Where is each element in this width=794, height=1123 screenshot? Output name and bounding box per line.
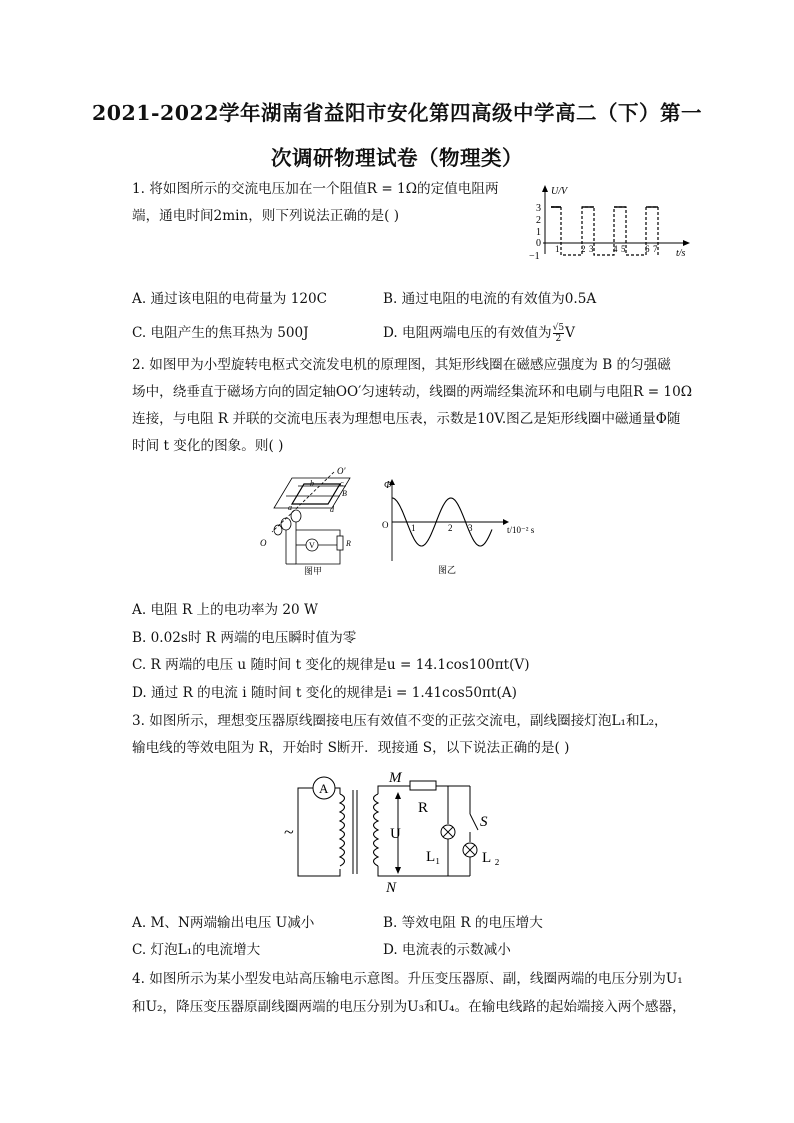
q3-option-d[interactable]: D. 电流表的示数减小	[383, 942, 511, 958]
q1-ytick: 3	[536, 203, 541, 214]
q3-label-L1: L₁	[426, 849, 441, 865]
q2-flux-tick: 3	[468, 523, 473, 533]
q1-square-wave	[551, 207, 658, 255]
q3-primary-coil	[340, 794, 345, 866]
q2-slip-ring	[291, 510, 301, 522]
q2-flux-origin: O	[382, 520, 389, 530]
q3-label-S: S	[480, 814, 488, 830]
q2-label-V: V	[309, 541, 315, 550]
q1-xtick: 2	[581, 244, 586, 254]
q1-option-d-denominator: 2	[555, 334, 562, 344]
q3-resistor	[410, 781, 436, 790]
q1-xtick: 4	[613, 244, 618, 254]
q4-stem-line-2: 和U₂，降压变压器原副线圈两端的电压分别为U₃和U₄。在输电线路的起始端接入两个感器，	[132, 999, 686, 1015]
q1-option-a[interactable]: A. 通过该电阻的电荷量为 120C	[132, 291, 328, 307]
q1-ytick: 2	[536, 215, 541, 226]
q1-voltage-graph	[525, 182, 700, 262]
q1-xtick: 3	[589, 244, 594, 254]
q3-label-M: M	[389, 770, 402, 786]
q2-figure-b-caption: 图乙	[438, 565, 457, 575]
q1-xtick: 5	[621, 244, 626, 254]
q1-option-b[interactable]: B. 通过电阻的电流的有效值为0.5A	[383, 291, 597, 307]
q1-option-d[interactable]	[383, 323, 575, 344]
q1-ytick: −1	[529, 251, 540, 262]
q1-ytick: 0	[536, 238, 541, 249]
q3-stem-line-1: 3. 如图所示，理想变压器原线圈接电压有效值不变的正弦交流电，副线圈接灯泡L₁和L₂，	[132, 713, 668, 729]
q1-xtick: 7	[653, 244, 658, 254]
q3-transformer-circuit	[280, 766, 520, 896]
q2-flux-graph	[380, 476, 535, 576]
q2-stem-line-2: 场中，绕垂直于磁场方向的固定轴OO′匀速转动，线圈的两端经集流环和电刷与电阻R = 10Ω	[132, 384, 692, 400]
q2-flux-ylabel: Φ	[384, 480, 392, 491]
q2-label-B: B	[342, 489, 347, 498]
q3-label-U: U	[390, 826, 401, 842]
q2-label-oprime: O'	[337, 466, 346, 476]
q2-label-b: b	[310, 479, 314, 488]
q3-stem-line-2: 输电线的等效电阻为 R，开始时 S断开．现接通 S，以下说法正确的是( )	[132, 740, 570, 756]
q2-flux-tick: 2	[448, 523, 453, 533]
q2-label-a: a	[288, 503, 292, 512]
q2-option-d[interactable]: D. 通过 R 的电流 i 随时间 t 变化的规律是i = 1.41cos50πt(A)	[132, 685, 517, 701]
q2-option-b[interactable]: B. 0.02s时 R 两端的电压瞬时值为零	[132, 630, 357, 646]
q2-label-c: c	[340, 479, 344, 488]
q1-option-d-prefix: D. 电阻两端电压的有效值为	[383, 325, 552, 341]
q2-slip-ring	[281, 518, 291, 530]
q3-label-L2: L ₂	[482, 850, 500, 866]
q2-flux-tick: 1	[411, 523, 416, 533]
q3-option-a[interactable]: A. M、N两端输出电压 U减小	[132, 915, 315, 931]
q3-label-A: A	[319, 781, 329, 796]
q2-generator-diagram	[254, 464, 362, 576]
exam-title-line-1: 2021-2022学年湖南省益阳市安化第四高级中学高二（下）第一	[91, 101, 703, 125]
q3-option-b[interactable]: B. 等效电阻 R 的电压增大	[383, 915, 543, 931]
q1-option-c[interactable]: C. 电阻产生的焦耳热为 500J	[132, 325, 309, 341]
q2-label-R: R	[346, 539, 351, 548]
q2-stem-line-4: 时间 t 变化的图象。则( )	[132, 438, 284, 454]
q1-option-d-unit: V	[565, 325, 575, 341]
q2-option-a[interactable]: A. 电阻 R 上的电功率为 20 W	[132, 602, 318, 618]
q1-graph-ylabel: U/V	[551, 186, 568, 197]
q1-xtick: 1	[555, 244, 560, 254]
q3-option-c[interactable]: C. 灯泡L₁的电流增大	[132, 942, 261, 958]
q2-coil	[292, 484, 340, 504]
q3-switch-s	[470, 814, 478, 830]
q2-option-c[interactable]: C. R 两端的电压 u 随时间 t 变化的规律是u = 14.1cos100πt(V)	[132, 657, 530, 673]
exam-title-line-2: 次调研物理试卷（物理类）	[271, 146, 523, 170]
q1-stem-line-2: 端，通电时间2min，则下列说法正确的是( )	[132, 208, 400, 224]
q4-stem-line-1: 4. 如图所示为某小型发电站高压输电示意图。升压变压器原、副，线圈两端的电压分别为U₁	[132, 971, 683, 987]
q2-label-O: O	[260, 538, 267, 548]
q2-label-d: d	[330, 505, 334, 514]
q3-label-N: N	[386, 880, 397, 896]
q2-resistor	[337, 536, 343, 550]
q2-figure-a-caption: 图甲	[304, 566, 323, 576]
arrow-icon	[683, 240, 690, 246]
q3-secondary-coil	[374, 794, 379, 866]
q1-ytick: 1	[536, 227, 541, 238]
q2-flux-xlabel: t/10⁻² s	[507, 525, 535, 535]
q1-option-d-fraction	[553, 323, 564, 344]
q2-stem-line-3: 连接，与电阻 R 并联的交流电压表为理想电压表，示数是10V.图乙是矩形线圈中磁通量Φ随	[132, 411, 681, 427]
arrow-icon	[542, 185, 548, 192]
q3-label-R: R	[418, 800, 429, 816]
q1-stem-line-1: 1. 将如图所示的交流电压加在一个阻值R = 1Ω的定值电阻两	[132, 181, 499, 197]
q1-graph-xlabel: t/s	[676, 248, 686, 259]
q2-stem-line-1: 2. 如图甲为小型旋转电枢式交流发电机的原理图，其矩形线圈在磁感应强度为 B 的匀强磁	[132, 357, 671, 373]
q1-option-d-numerator: √5	[552, 323, 565, 333]
q1-xtick: 6	[645, 244, 650, 254]
q3-ac-source-icon: ~	[284, 822, 294, 842]
